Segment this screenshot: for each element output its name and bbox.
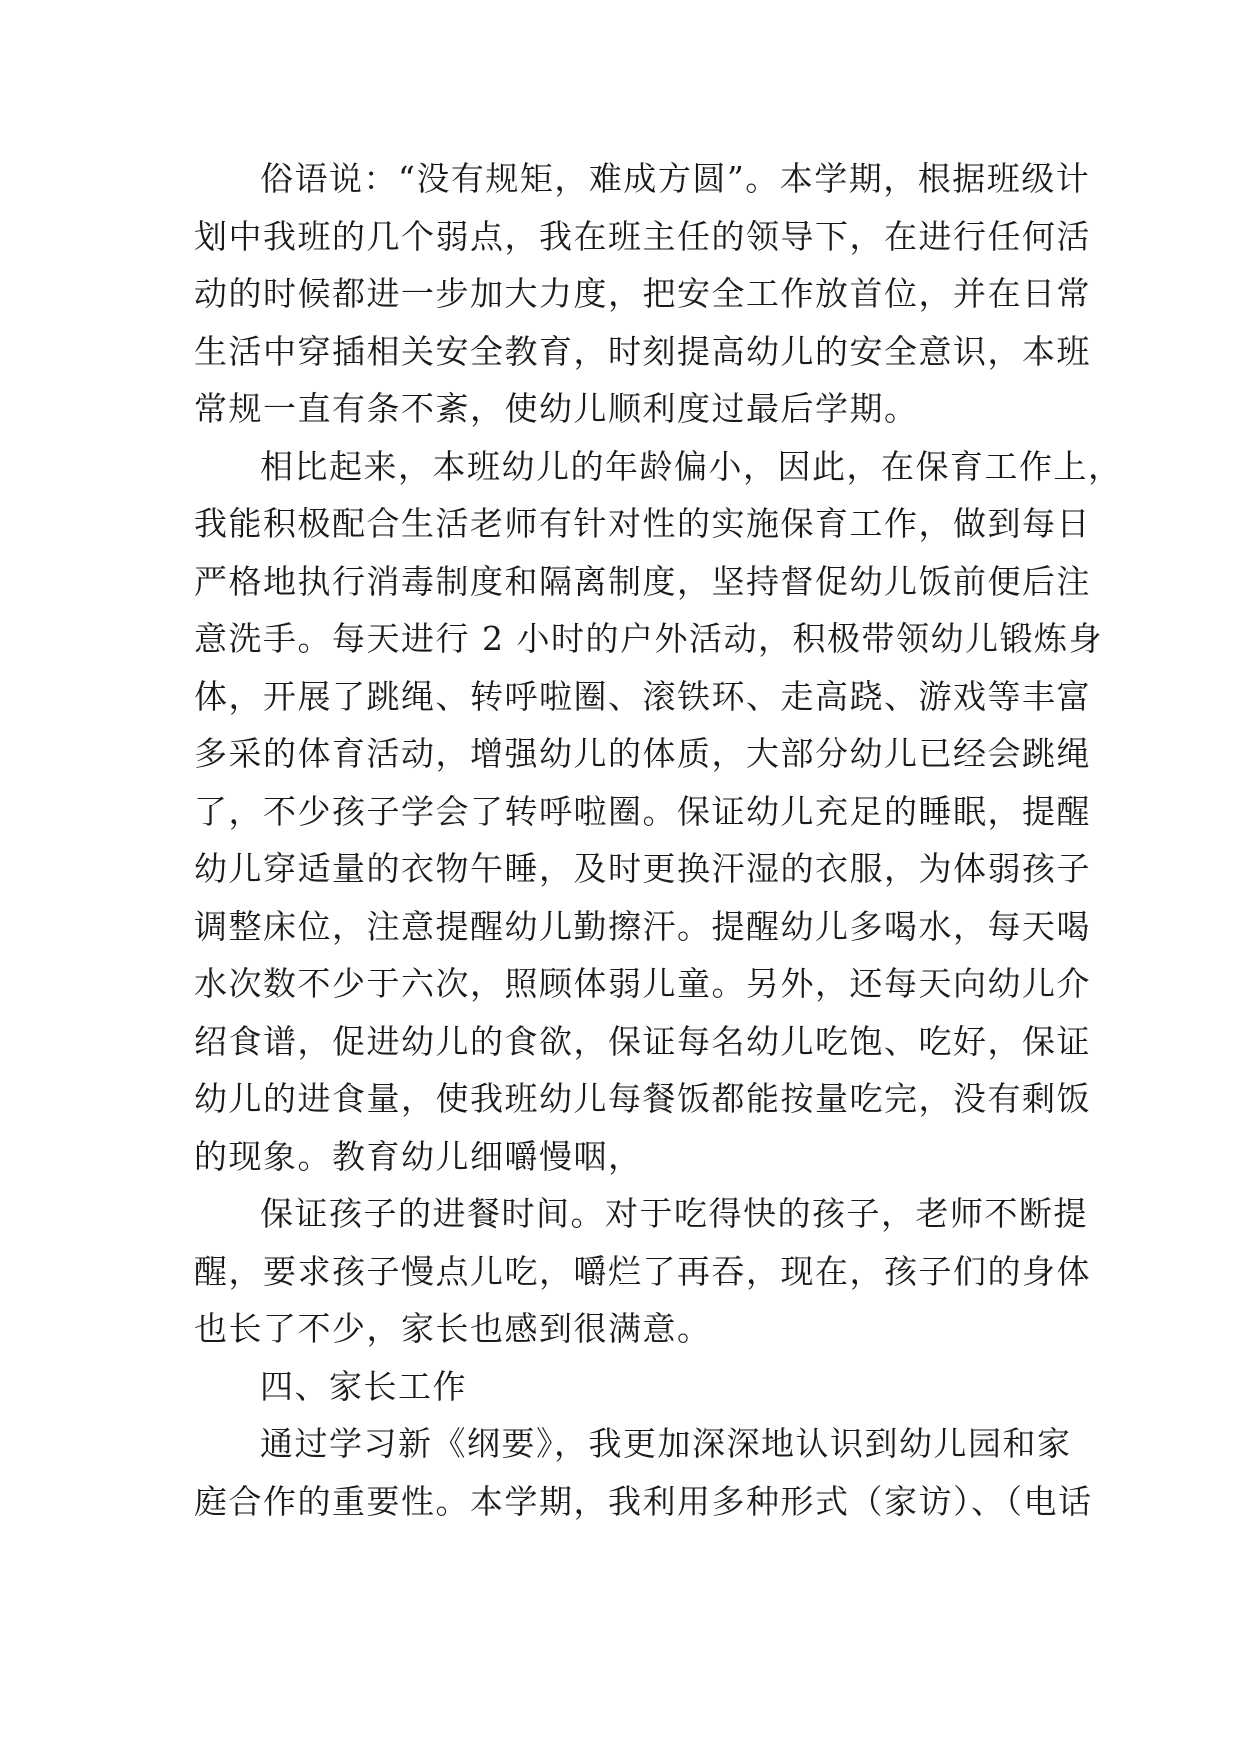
text-line: 绍食谱，促进幼儿的食欲，保证每名幼儿吃饱、吃好，保证: [194, 1021, 1091, 1061]
body-text: [194, 150, 1123, 1530]
text-line: 我能积极配合生活老师有针对性的实施保育工作，做到每日: [194, 504, 1091, 543]
text-line: 相比起来，本班幼儿的年龄偏小，因此，在保育工作上，: [260, 446, 1123, 486]
text-line: 了，不少孩子学会了转呼啦圈。保证幼儿充足的睡眠，提醒: [194, 791, 1091, 831]
text-line: 多采的体育活动，增强幼儿的体质，大部分幼儿已经会跳绳: [194, 734, 1091, 773]
text-line: 严格地执行消毒制度和隔离制度，坚持督促幼儿饭前便后注: [194, 561, 1091, 601]
text-line: 意洗手。每天进行 2 小时的户外活动，积极带领幼儿锻炼身: [194, 619, 1103, 658]
text-line: 幼儿穿适量的衣物午睡，及时更换汗湿的衣服，为体弱孩子: [194, 849, 1091, 888]
text-line: 俗语说：“没有规矩，难成方圆”。本学期，根据班级计: [260, 159, 1091, 198]
text-line: 通过学习新《纲要》，我更加深深地认识到幼儿园和家: [260, 1424, 1072, 1463]
text-line: 调整床位，注意提醒幼儿勤擦汗。提醒幼儿多喝水，每天喝: [194, 906, 1091, 946]
text-line: 醒，要求孩子慢点儿吃，嚼烂了再吞，现在，孩子们的身体: [194, 1251, 1091, 1291]
text-line: 也长了不少，家长也感到很满意。: [194, 1309, 712, 1348]
text-line: 幼儿的进食量，使我班幼儿每餐饭都能按量吃完，没有剩饭: [194, 1079, 1091, 1118]
text-line: 体，开展了跳绳、转呼啦圈、滚铁环、走高跷、游戏等丰富: [194, 676, 1091, 716]
text-line: 水次数不少于六次，照顾体弱儿童。另外，还每天向幼儿介: [194, 964, 1091, 1003]
text-line: 保证孩子的进餐时间。对于吃得快的孩子，老师不断提: [260, 1194, 1088, 1233]
section-heading: 四、家长工作: [260, 1366, 467, 1406]
text-line: 生活中穿插相关安全教育，时刻提高幼儿的安全意识，本班: [194, 331, 1091, 371]
text-line: 的现象。教育幼儿细嚼慢咽，: [194, 1136, 643, 1176]
text-line: 划中我班的几个弱点，我在班主任的领导下，在进行任何活: [194, 216, 1091, 256]
text-line: 常规一直有条不紊，使幼儿顺利度过最后学期。: [194, 389, 919, 428]
text-line: 动的时候都进一步加大力度，把安全工作放首位，并在日常: [194, 274, 1091, 313]
text-line: 庭合作的重要性。本学期，我利用多种形式（家访）、（电话: [194, 1481, 1093, 1521]
